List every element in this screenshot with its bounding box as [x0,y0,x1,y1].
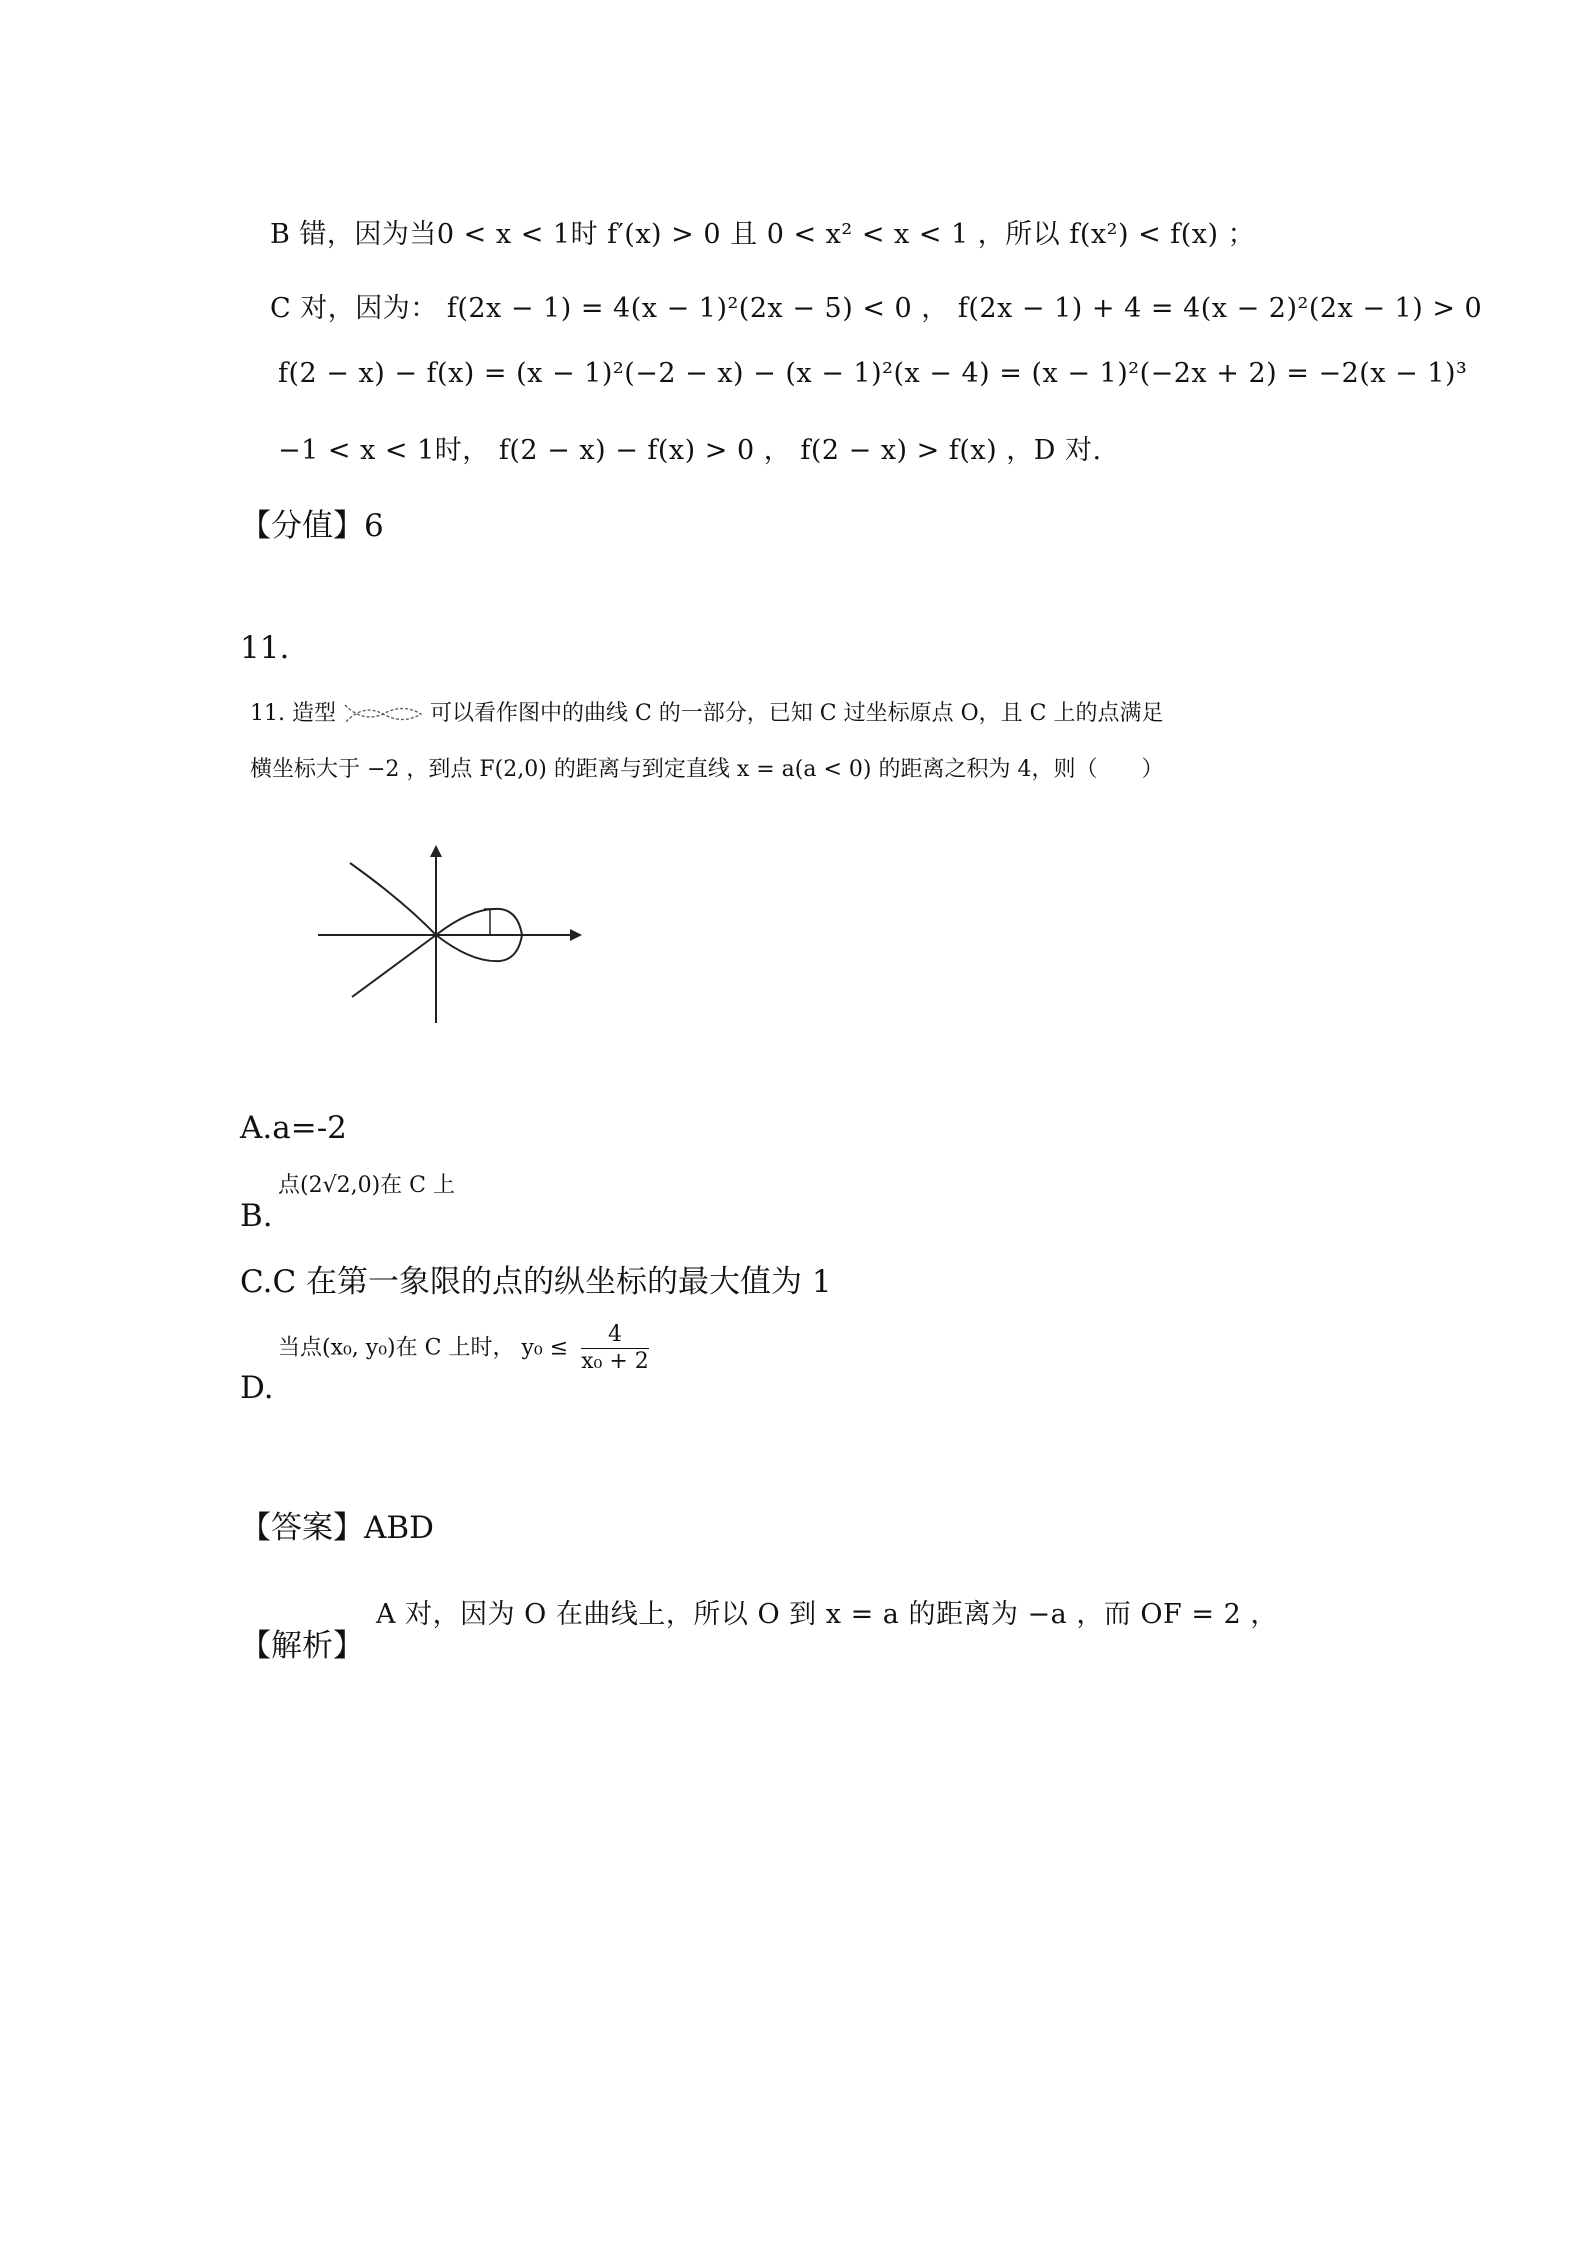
option-d-fraction [581,1322,649,1375]
answer-row [240,1502,434,1547]
solution-line-d: −1 < x < 1时， f(2 − x) − f(x) > 0 ， f(2 − x) > f(x) ，D 对. [278,435,1102,466]
question-line-2: 横坐标大于 −2 ，到点 F(2,0) 的距离与到定直线 x = a(a < 0) 的距离之积为 4，则（ ） [250,757,1164,782]
solution-line-c: C 对，因为： f(2x − 1) = 4(x − 1)²(2x − 5) < 0 ， f(2x − 1) + 4 = 4(x − 2)²(2x − 1) > 0 [270,293,1483,324]
fraction-numerator: 4 [581,1322,649,1349]
solution-line-eq: f(2 − x) − f(x) = (x − 1)²(−2 − x) − (x − 1)²(x − 4) = (x − 1)²(−2x + 2) = −2(x − 1)³ [278,358,1468,389]
curve-upper-branch [350,863,436,935]
score-label: 【分值】 [240,508,364,544]
question-prefix: 11. 造型 [250,701,336,726]
option-a: A.a=-2 [240,1110,347,1146]
curve-figure [312,845,582,1025]
option-d-label: D. [240,1370,274,1406]
x-axis [318,929,582,941]
option-d-lhs: y₀ ≤ [521,1335,569,1361]
fraction-denominator: x₀ + 2 [581,1349,649,1374]
option-d-prefix: 当点(x₀, y₀)在 C 上时， [278,1335,515,1361]
score-value: 6 [364,508,384,544]
option-c: C.C 在第一象限的点的纵坐标的最大值为 1 [240,1264,832,1300]
option-d-image [278,1322,649,1375]
question-rest: 可以看作图中的曲线 C 的一部分，已知 C 过坐标原点 O，且 C 上的点满足 [429,701,1164,726]
answer-value: ABD [364,1510,435,1546]
answer-label: 【答案】 [240,1510,364,1546]
option-b-label: B. [240,1198,273,1234]
analysis-image-text: A 对，因为 O 在曲线上，所以 O 到 x = a 的距离为 −a ，而 OF = 2 ， [376,1599,1278,1630]
analysis-label: 【解析】 [240,1628,364,1664]
question-line-1 [250,696,1163,727]
curve-lower-branch [352,935,436,997]
score-row [240,500,384,545]
solution-line-b: B 错，因为当0 < x < 1时 f′(x) > 0 且 0 < x² < x < 1 ，所以 f(x²) < f(x) ； [270,219,1256,250]
option-b-image: 点(2√2,0)在 C 上 [278,1173,455,1198]
question-number: 11. [240,630,290,666]
shape-icon [343,701,423,727]
